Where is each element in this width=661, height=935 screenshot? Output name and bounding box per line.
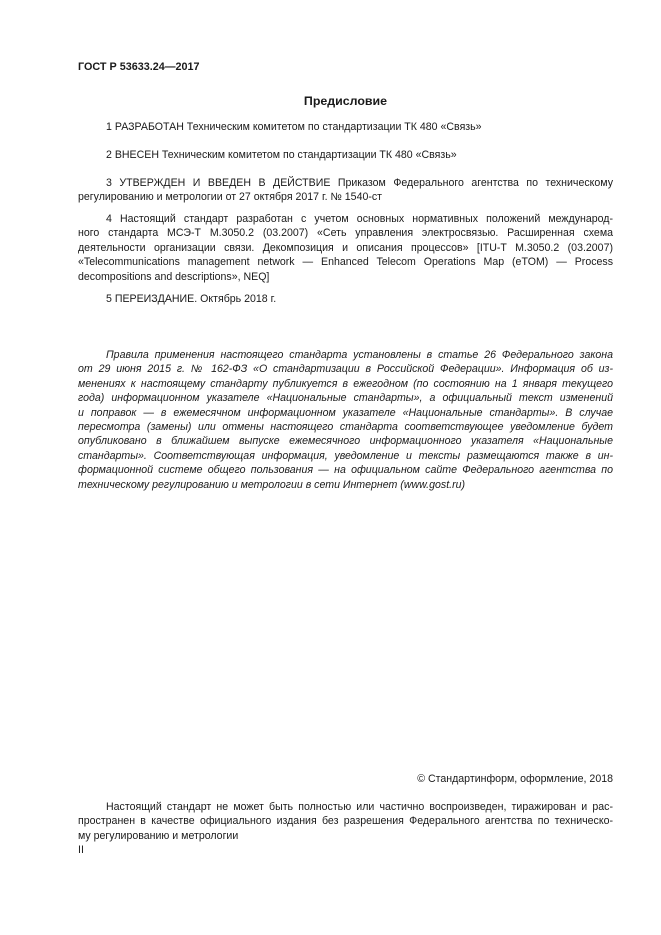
text-line: и поправок — в ежемесячном информационном указателе «Национальные стандарты». В случае [78, 406, 613, 419]
text-line: му регулированию и метрологии [78, 829, 239, 842]
text-line: 4 Настоящий стандарт разработан с учетом основных нормативных положений международ- [106, 213, 613, 225]
preface-item-1: 1 РАЗРАБОТАН Техническим комитетом по стандартизации ТК 480 «Связь» [106, 121, 482, 133]
standard-application-notice [78, 348, 613, 492]
text-line: ного стандарта МСЭ-Т М.3050.2 (03.2007) «Сеть управления электросвязью. Расширенная схема [78, 227, 613, 240]
text-line: «Telecommunications management network — Enhanced Telecom Operations Map (eTOM) — Process [78, 256, 613, 269]
text-line: Настоящий стандарт не может быть полностью или частично воспроизведен, тиражирован и рас- [106, 801, 613, 813]
text-line: формационной системе общего пользования — на официальном сайте Федерального агентства по [78, 464, 613, 477]
text-line: от 29 июня 2015 г. № 162-ФЗ «О стандартизации в Российской Федерации». Информация об из- [78, 363, 613, 376]
page-number: II [78, 844, 84, 856]
text-line: деятельности организации связи. Декомпозиция и описания процессов» [ITU-T M.3050.2 (03.2007) [78, 241, 613, 254]
preface-item-3 [78, 176, 613, 205]
text-line: пространен в качестве официального издания без разрешения Федерального агентства по техническо- [78, 815, 613, 828]
text-line: опубликовано в ближайшем выпуске ежемесячного информационного указателя «Национальные [78, 435, 613, 448]
text-line: пересмотра (замены) или отмены настоящего стандарта соответствующее уведомление будет [78, 421, 613, 434]
text-line: техническому регулированию и метрологии в сети Интернет (www.gost.ru) [78, 478, 466, 491]
section-title: Предисловие [303, 94, 388, 108]
text-line: регулированию и метрологии от 27 октября 2017 г. № 1540-ст [78, 191, 383, 204]
preface-item-2: 2 ВНЕСЕН Техническим комитетом по стандартизации ТК 480 «Связь» [106, 149, 457, 161]
text-line: стандарты». Соответствующая информация, уведомление и тексты размещаются также в ин- [78, 449, 613, 462]
text-line: менениях к настоящему стандарту публикуется в ежегодном (по состоянию на 1 января текущего [78, 377, 613, 390]
preface-item-4 [78, 212, 613, 284]
document-id-header: ГОСТ Р 53633.24—2017 [78, 61, 200, 73]
text-line: года) информационном указателе «Национальные стандарты», а официальный текст изменений [78, 392, 613, 405]
text-line: Правила применения настоящего стандарта установлены в статье 26 Федерального закона [106, 349, 613, 361]
copyright-notice: © Стандартинформ, оформление, 2018 [417, 773, 613, 785]
preface-item-5: 5 ПЕРЕИЗДАНИЕ. Октябрь 2018 г. [106, 293, 277, 305]
text-line: 3 УТВЕРЖДЕН И ВВЕДЕН В ДЕЙСТВИЕ Приказом Федерального агентства по техническому [106, 177, 613, 189]
reproduction-notice [78, 800, 613, 843]
text-line: decompositions and descriptions», NEQ] [78, 270, 270, 283]
